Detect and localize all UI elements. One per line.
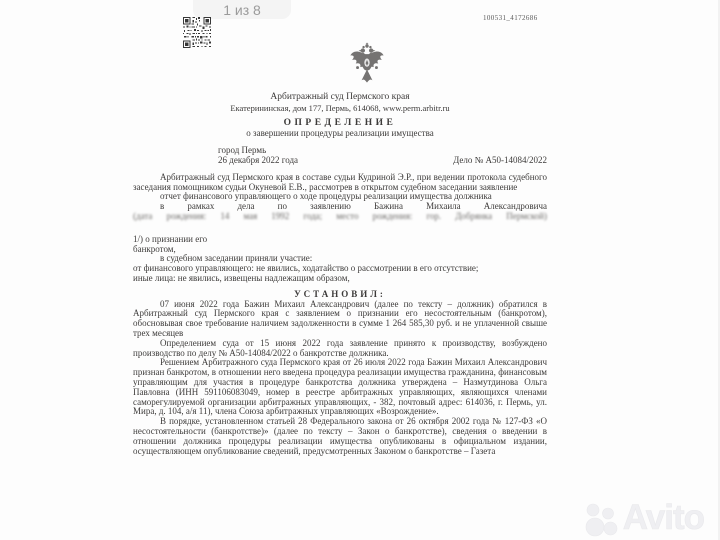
qr-code-icon (183, 17, 211, 48)
paragraph-others-absent: иные лица: не явились, извещены надлежащим образом, (133, 272, 350, 283)
ustanovil-heading: УСТАНОВИЛ: (294, 288, 386, 299)
court-name: Арбитражный суд Пермского края (270, 92, 410, 102)
paragraph-manager-absent: от финансового управляющего: не явились, ходатайство о рассмотрении в его отсутствие; (133, 263, 479, 274)
redacted-personal-data-line: (дата рождения: 14 мая 1992 года; место рождения: гор. Добрянка Пермской) (133, 210, 547, 221)
redacted-gap (133, 222, 547, 235)
case-number: Дело № А50-14084/2022 (453, 154, 547, 165)
paragraph-report: отчет финансового управляющего о ходе процедуры реализации имущества должника (160, 191, 492, 202)
paragraph-recognition-tail: 1/) о признании его (133, 233, 208, 244)
document-registration-number: 100531_4172686 (483, 14, 538, 22)
paragraph-application: 07 июня 2022 года Бажин Михаил Александрович (далее по тексту – должник) обратился в Арбитражный суд Пермского края с заявлением о признании его несостоятельным (банкротом), обосновывая свое требование наличием задолженности в сумме 1 264 585,30 руб. и не уплаченной свыше трех месяцев (133, 298, 547, 338)
court-address: Екатерининская, дом 177, Пермь, 614068, www.perm.arbitr.ru (230, 102, 450, 113)
paragraph-bankrot-word: банкротом, (133, 243, 176, 254)
gallery-page-counter-label: 1 из 8 (223, 2, 261, 18)
russia-coat-of-arms-icon (349, 39, 385, 89)
document-subtitle: о завершении процедуры реализации имущества (246, 128, 434, 139)
city-line: город Пермь (218, 145, 267, 156)
document-title: ОПРЕДЕЛЕНИЕ (283, 117, 397, 128)
document-body (133, 93, 547, 456)
paragraph-publication: В порядке, установленном статьей 28 Федерального закона от 26 октября 2002 года № 127-ФЗ «О несостоятельности (банкротстве)» (далее по тексту – Закон о банкротстве), сведения о введении в отношении должника процедуры реализации имущества опубликованы в официальном издании, осуществляющем опубликование сведений, предусмотренных Законом о банкротстве – Газета (133, 416, 547, 456)
paragraph-decision: Решением Арбитражного суда Пермского края от 26 июля 2022 года Бажин Михаил Александрович признан банкротом, в отношении него введена процедура реализации имущества гражданина, финансовым управляющим для участия в процедуре банкротства должника утверждена – Назмутдинова Ольга Павловна (ИНН 591106083049, номер в реестре арбитражных управляющих, являющихся членами саморегулируемой организации арбитражных управляющих, - 382, почтовый адрес: 614036, г. Пермь, ул. Мира, д. 104, а/я 11), члена Союза арбитражных управляющих «Возрождение». (133, 357, 547, 417)
paragraph-court-composition: Арбитражный суд Пермского края в составе судьи Кудриной Э.Р., при ведении протокола судебного заседания помощником судьи Окуневой Е.В., рассмотрев в открытом судебном заседании заявление (133, 171, 547, 192)
avito-logo-icon (585, 502, 621, 538)
paragraph-session-participants: в судебном заседании приняли участие: (160, 253, 313, 264)
paragraph-acceptance: Определением суда от 15 июня 2022 года заявление принято к производству, возбуждено производство по делу № А50-14084/2022 о банкротстве должника. (133, 337, 547, 358)
paragraph-case-applicant: в рамках дела по заявлению Бажина Михаила Александровича (160, 201, 547, 212)
avito-watermark (585, 496, 704, 540)
avito-watermark-label: Avito (622, 498, 704, 537)
date-line: 26 декабря 2022 года (218, 154, 299, 165)
